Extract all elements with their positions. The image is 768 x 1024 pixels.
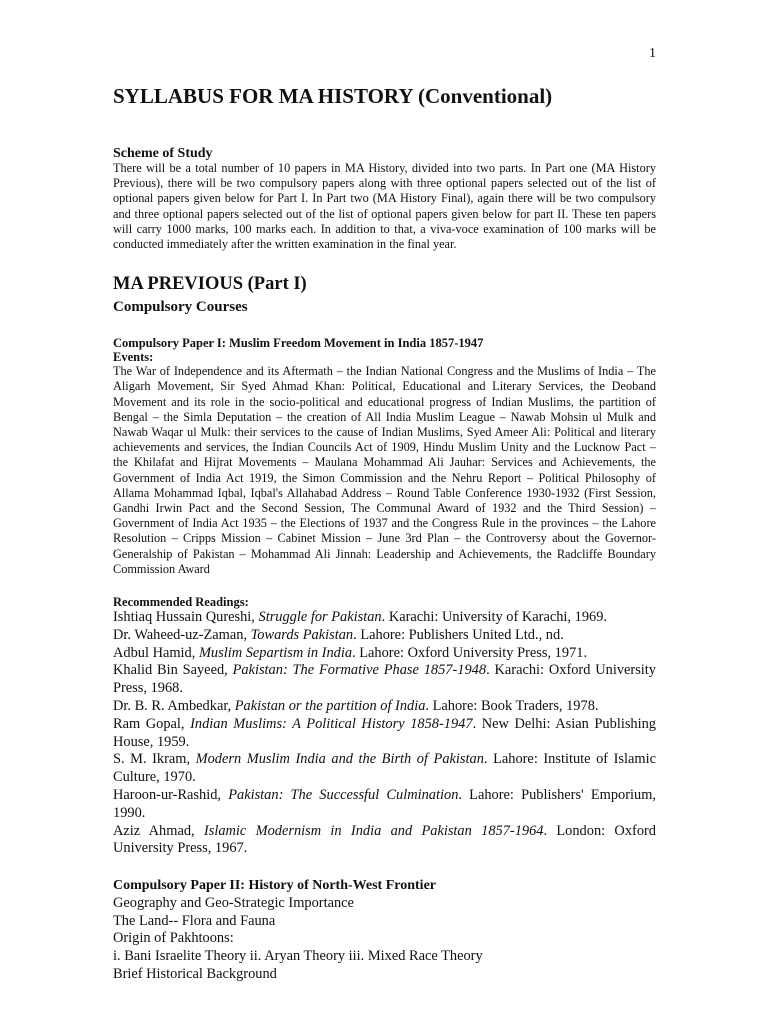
reading-entry (113, 609, 656, 627)
reading-publication: . Lahore: Institute of Islamic Culture, 1970. (113, 751, 656, 786)
paper2-topic-line: Geography and Geo-Strategic Importance (113, 894, 354, 911)
page-title: SYLLABUS FOR MA HISTORY (Conventional) (113, 84, 553, 108)
document-body (113, 84, 656, 984)
reading-title: Indian Muslims: A Political History 1858-1947 (190, 715, 473, 732)
events-paragraph: The War of Independence and its Aftermath – the Indian National Congress and the Muslims of India – The Aligarh Movement, Sir Syed Ahmad Khan: Political, Educational and Literary Services, the Deoband Movement and its role in the socio-political and educational progress of Indian Muslims, the partition of Bengal – the Simla Deputation – the creation of All India Muslim League – Nawab Mohsin ul Mulk and Nawab Waqar ul Mulk: their services to the cause of Indian Muslims, Syed Ameer Ali: Political and literary achievements and services, the Indian Councils Act of 1909, Hindu Muslim Unity and the Lucknow Pact – the Khilafat and Hijrat Movements – Maulana Mohammad Ali Jauhar: Services and Achievements, the Government of India Act 1919, the Simon Commission and the Nehru Report – Political Philosophy of Allama Mohammad Iqbal, Iqbal's Allahabad Address – Round Table Conference 1930-1932 (First Session, Gandhi Irwin Pact and the Second Session, The Communal Award of 1932 and the Third Session) – Government of India Act 1935 – the Elections of 1937 and the Congress Rule in the provinces – the Lahore Resolution – Cripps Mission – Cabinet Mission – June 3rd Plan – the Controversy about the Governor-Generalship of Pakistan – Mohammad Ali Jinnah: Leadership and Achievements, the Radcliffe Boundary Commission Award (113, 364, 656, 576)
reading-entry (113, 823, 656, 859)
reading-title: Pakistan: The Formative Phase 1857-1948 (232, 662, 487, 679)
reading-title: Modern Muslim India and the Birth of Pakistan (195, 751, 484, 768)
reading-entry (113, 751, 656, 787)
paper1-heading: Compulsory Paper I: Muslim Freedom Movement in India 1857-1947 (113, 336, 484, 351)
page-number: 1 (649, 46, 656, 61)
reading-publication: . Karachi: Oxford University Press, 1968. (113, 662, 656, 697)
compulsory-courses-heading: Compulsory Courses (113, 299, 248, 316)
reading-author: Dr. B. R. Ambedkar, (113, 698, 235, 715)
reading-entry (113, 662, 656, 698)
reading-publication: . Karachi: University of Karachi, 1969. (381, 609, 608, 626)
reading-entry (113, 787, 656, 823)
reading-author: Adbul Hamid, (113, 644, 199, 661)
reading-author: Ishtiaq Hussain Qureshi, (113, 609, 259, 626)
reading-title: Towards Pakistan (250, 626, 354, 643)
reading-publication: . Lahore: Book Traders, 1978. (425, 698, 599, 715)
reading-title: Pakistan: The Successful Culmination (228, 787, 459, 804)
paper2-topic-line: Brief Historical Background (113, 965, 277, 982)
recommended-readings-heading: Recommended Readings: (113, 595, 249, 610)
reading-title: Islamic Modernism in India and Pakistan 1857-1964 (203, 822, 544, 839)
paper2-heading: Compulsory Paper II: History of North-West Frontier (113, 878, 436, 894)
reading-author: Khalid Bin Sayeed, (113, 662, 233, 679)
reading-publication: . Lahore: Publishers United Ltd., nd. (353, 626, 564, 643)
reading-title: Pakistan or the partition of India (234, 698, 426, 715)
paper2-topic-line: Origin of Pakhtoons: (113, 930, 234, 947)
reading-entry (113, 627, 656, 645)
reading-author: Aziz Ahmad, (113, 822, 204, 839)
reading-title: Struggle for Pakistan (258, 609, 382, 626)
reading-entry (113, 698, 656, 716)
scheme-heading: Scheme of Study (113, 146, 213, 161)
reading-author: Haroon-ur-Rashid, (113, 787, 229, 804)
reading-title: Muslim Separtism in India (198, 644, 353, 661)
paper2-topic-line: i. Bani Israelite Theory ii. Aryan Theory iii. Mixed Race Theory (113, 948, 483, 965)
reading-author: S. M. Ikram, (113, 751, 196, 768)
scheme-paragraph: There will be a total number of 10 papers in MA History, divided into two parts. In Part one (MA History Previous), there will be two compulsory papers along with three optional papers selected out of the list of optional papers given below for Part I. In Part two (MA History Final), again there will be two compulsory and three optional papers selected out of the list of optional papers given below for part II. These ten papers will carry 1000 marks, 100 marks each. In addition to that, a viva-voce examination of 100 marks will be conducted immediately after the written examination in the final year. (113, 161, 656, 252)
reading-entry (113, 716, 656, 752)
events-label: Events: (113, 350, 154, 365)
reading-entry (113, 645, 656, 663)
reading-publication: . Lahore: Publishers' Emporium, 1990. (113, 787, 656, 821)
reading-author: Ram Gopal, (113, 715, 191, 732)
reading-publication: . Lahore: Oxford University Press, 1971. (352, 644, 588, 661)
reading-publication: . New Delhi: Asian Publishing House, 1959. (113, 715, 657, 750)
reading-author: Dr. Waheed-uz-Zaman, (113, 626, 251, 643)
readings-list (113, 609, 656, 858)
ma-previous-heading: MA PREVIOUS (Part I) (113, 274, 307, 295)
paper2-topic-line: The Land-- Flora and Fauna (113, 912, 276, 929)
reading-publication: . London: Oxford University Press, 1967. (113, 822, 656, 857)
paper2-topics (113, 895, 656, 984)
